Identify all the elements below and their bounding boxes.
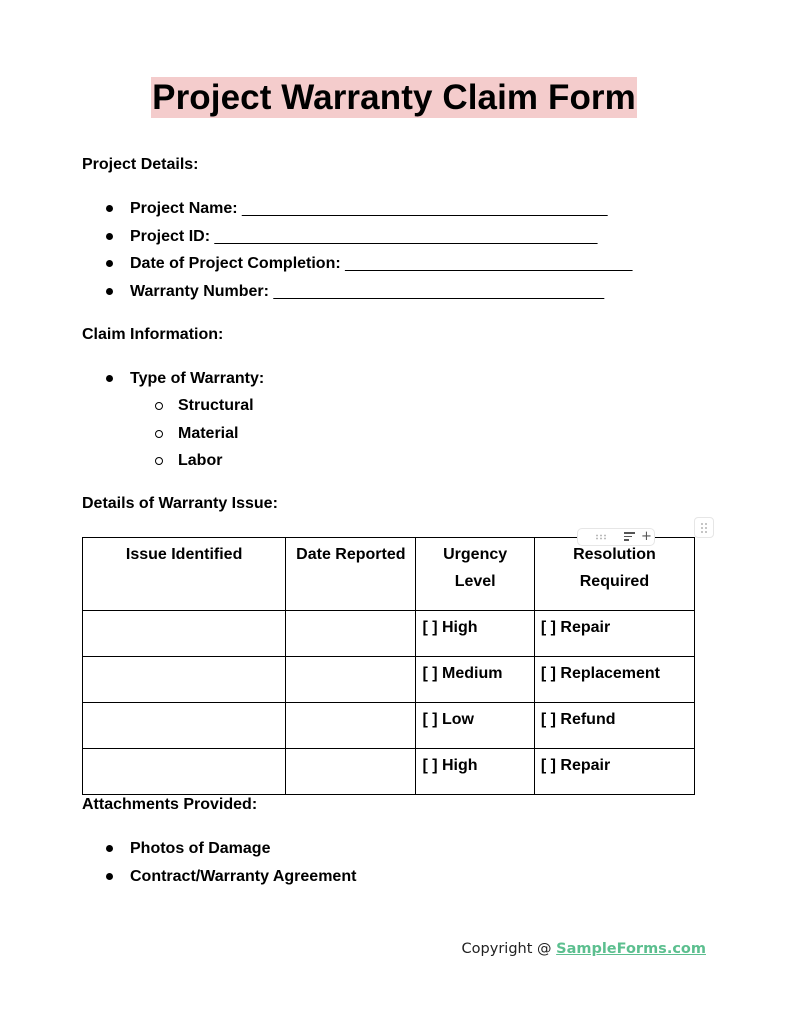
list-item-warranty-number: [82, 282, 632, 310]
title-wrapper: [0, 77, 788, 118]
warranty-number-blank[interactable]: ______________________________________: [273, 282, 604, 300]
list-item-project-id: [82, 227, 632, 255]
bullet-icon: [106, 233, 113, 240]
sampleforms-link[interactable]: SampleForms.com: [556, 941, 706, 957]
table-row: [83, 611, 695, 657]
add-icon[interactable]: +: [641, 529, 652, 544]
project-details-heading: Project Details:: [82, 156, 199, 173]
attachments-list: [82, 839, 356, 894]
sort-icon[interactable]: [624, 532, 635, 542]
urgency-level-cell[interactable]: [ ] Low: [416, 703, 534, 749]
issue-identified-cell[interactable]: [83, 749, 286, 795]
column-toolbar: [577, 528, 655, 546]
column-header-date-reported: Date Reported: [286, 538, 416, 611]
warranty-issue-table: [82, 537, 695, 795]
hollow-bullet-icon: [155, 430, 163, 438]
table-row: [83, 703, 695, 749]
warranty-type-label: Labor: [178, 452, 223, 469]
project-details-list: [82, 199, 632, 309]
table-header-row: [83, 538, 695, 611]
drag-handle-icon[interactable]: [595, 534, 607, 540]
bullet-icon: [106, 260, 113, 267]
warranty-type-label: Structural: [178, 397, 254, 414]
bullet-icon: [106, 873, 113, 880]
date-reported-cell[interactable]: [286, 611, 416, 657]
date-reported-cell[interactable]: [286, 749, 416, 795]
issue-identified-cell[interactable]: [83, 703, 286, 749]
table-row: [83, 749, 695, 795]
field-label: Date of Project Completion:: [130, 255, 341, 272]
attachment-photos-of-damage: [82, 839, 356, 867]
claim-information-heading: Claim Information:: [82, 326, 224, 343]
issue-identified-cell[interactable]: [83, 611, 286, 657]
copyright-text: Copyright @: [461, 941, 557, 957]
column-header-resolution-required: Resolution Required: [534, 538, 694, 611]
urgency-level-cell[interactable]: [ ] Medium: [416, 657, 534, 703]
warranty-type-structural: [82, 396, 254, 424]
column-header-urgency-level: Urgency Level: [416, 538, 534, 611]
project-name-blank[interactable]: __________________________________________: [242, 200, 608, 217]
urgency-level-cell[interactable]: [ ] High: [416, 749, 534, 795]
field-label: Project ID:: [130, 227, 211, 245]
project-id-blank[interactable]: ____________________________________________: [214, 227, 598, 245]
bullet-icon: [106, 205, 113, 212]
attachments-heading: Attachments Provided:: [82, 796, 258, 813]
attachment-label: Photos of Damage: [130, 840, 271, 857]
resolution-required-cell[interactable]: [ ] Repair: [534, 611, 694, 657]
bullet-icon: [106, 288, 113, 295]
hollow-bullet-icon: [155, 457, 163, 465]
attachment-label: Contract/Warranty Agreement: [130, 867, 357, 885]
bullet-icon: [106, 375, 113, 382]
list-item-project-name: [82, 199, 632, 227]
resolution-required-cell[interactable]: [ ] Refund: [534, 703, 694, 749]
bullet-icon: [106, 845, 113, 852]
warranty-types-list: [82, 396, 254, 479]
list-item-type-of-warranty: [82, 369, 264, 397]
table-row: [83, 657, 695, 703]
date-reported-cell[interactable]: [286, 657, 416, 703]
claim-information-list: [82, 369, 264, 397]
page-title: Project Warranty Claim Form: [152, 78, 636, 117]
field-label: Warranty Number:: [130, 282, 269, 300]
urgency-level-cell[interactable]: [ ] High: [416, 611, 534, 657]
resolution-required-cell[interactable]: [ ] Repair: [534, 749, 694, 795]
copyright-footer: [462, 939, 706, 959]
date-reported-cell[interactable]: [286, 703, 416, 749]
warranty-type-labor: [82, 451, 254, 479]
type-of-warranty-label: Type of Warranty:: [130, 370, 265, 387]
field-label: Project Name:: [130, 200, 238, 217]
attachment-contract-agreement: [82, 867, 356, 895]
resolution-required-cell[interactable]: [ ] Replacement: [534, 657, 694, 703]
drag-handle-icon: [700, 522, 708, 534]
list-item-completion-date: [82, 254, 632, 282]
issue-identified-cell[interactable]: [83, 657, 286, 703]
column-header-issue-identified: Issue Identified: [83, 538, 286, 611]
completion-date-blank[interactable]: _________________________________: [345, 255, 633, 272]
warranty-issue-heading: Details of Warranty Issue:: [82, 495, 278, 512]
warranty-type-label: Material: [178, 424, 239, 442]
warranty-type-material: [82, 424, 254, 452]
hollow-bullet-icon: [155, 402, 163, 410]
table-drag-handle[interactable]: [694, 517, 714, 538]
